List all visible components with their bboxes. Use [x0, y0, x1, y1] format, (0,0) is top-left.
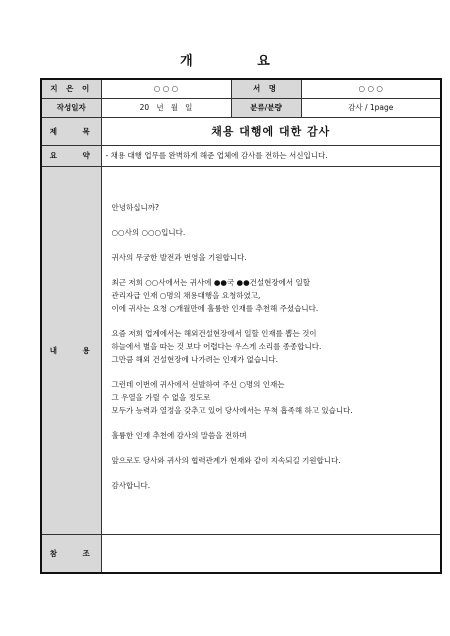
- letter-line: 최근 저희 ○○사에서는 귀사에 ●●국 ●●건설현장에서 일할: [111, 277, 310, 287]
- letter-line: 관리자급 인재 ○명의 채용대행을 요청하였고,: [111, 290, 261, 300]
- letter-line: 요즘 저희 업계에서는 해외건설현장에서 일할 인재를 뽑는 것이: [111, 328, 317, 338]
- letter-paragraph: [112, 201, 431, 214]
- letter-paragraph: [112, 251, 431, 264]
- signature-label: 서 명: [231, 79, 301, 98]
- reference-label: 참 조: [41, 534, 101, 573]
- letter-line: 앞으로도 당사와 귀사의 협력관계가 현재와 같이 지속되길 기원합니다.: [111, 455, 341, 465]
- category-value: 감사 / 1page: [301, 98, 441, 117]
- date-label: 작성일자: [41, 98, 101, 117]
- letter-line: 그 우열을 가릴 수 없을 정도로: [111, 392, 211, 402]
- letter-paragraph: [112, 378, 431, 417]
- reference-row: [41, 534, 441, 573]
- letter-line: 감사합니다.: [111, 480, 151, 490]
- signature-value: ○ ○ ○: [301, 79, 441, 98]
- letter-paragraph: [112, 276, 431, 315]
- reference-value: [101, 534, 441, 573]
- subject-value: 채용 대행에 대한 감사: [101, 117, 441, 145]
- letter-line: 귀사의 무궁한 발전과 번영을 기원합니다.: [111, 252, 247, 262]
- content-label: 내 용: [41, 166, 101, 534]
- summary-form-table: [40, 78, 442, 574]
- subject-row: [41, 117, 441, 145]
- summary-value: - 채용 대행 업무를 완벽하게 해준 업체에 감사를 전하는 서신입니다.: [101, 145, 441, 166]
- letter-line: 안녕하십니까?: [111, 202, 159, 212]
- author-row: [41, 79, 441, 98]
- letter-line: 그런데 이번에 귀사에서 선발하여 주신 ○명의 인재는: [111, 379, 285, 389]
- letter-line: 모두가 능력과 열정을 갖추고 있어 당사에서는 무척 흡족해 하고 있습니다.: [111, 405, 353, 415]
- category-label: 분류/분량: [231, 98, 301, 117]
- letter-line: 훌륭한 인재 추천에 감사의 말씀을 전하며: [111, 430, 247, 440]
- letter-paragraph: [112, 226, 431, 239]
- subject-label: 제 목: [41, 117, 101, 145]
- date-value: 20 년 월 일: [101, 98, 231, 117]
- letter-line: 하늘에서 별을 따는 것 보다 어렵다는 우스게 소리를 종종합니다.: [111, 341, 322, 351]
- letter-paragraph: [112, 327, 431, 366]
- content-row: [41, 166, 441, 534]
- letter-paragraph: [112, 454, 431, 467]
- summary-label: 요 약: [41, 145, 101, 166]
- author-value: ○ ○ ○: [101, 79, 231, 98]
- letter-line: 이에 귀사는 요청 ○개월만에 훌륭한 인재를 추천해 주셨습니다.: [111, 303, 319, 313]
- letter-paragraph: [112, 429, 431, 442]
- letter-paragraphs: [112, 201, 431, 492]
- letter-paragraph: [112, 479, 431, 492]
- date-row: [41, 98, 441, 117]
- author-label: 지 은 이: [41, 79, 101, 98]
- letter-line: ○○사의 ○○○입니다.: [111, 227, 186, 237]
- content-body: [101, 166, 441, 534]
- document-title: 개 요: [180, 54, 300, 69]
- letter-line: 그만큼 해외 건설현장에 나가려는 인재가 없습니다.: [111, 354, 278, 364]
- summary-row: [41, 145, 441, 166]
